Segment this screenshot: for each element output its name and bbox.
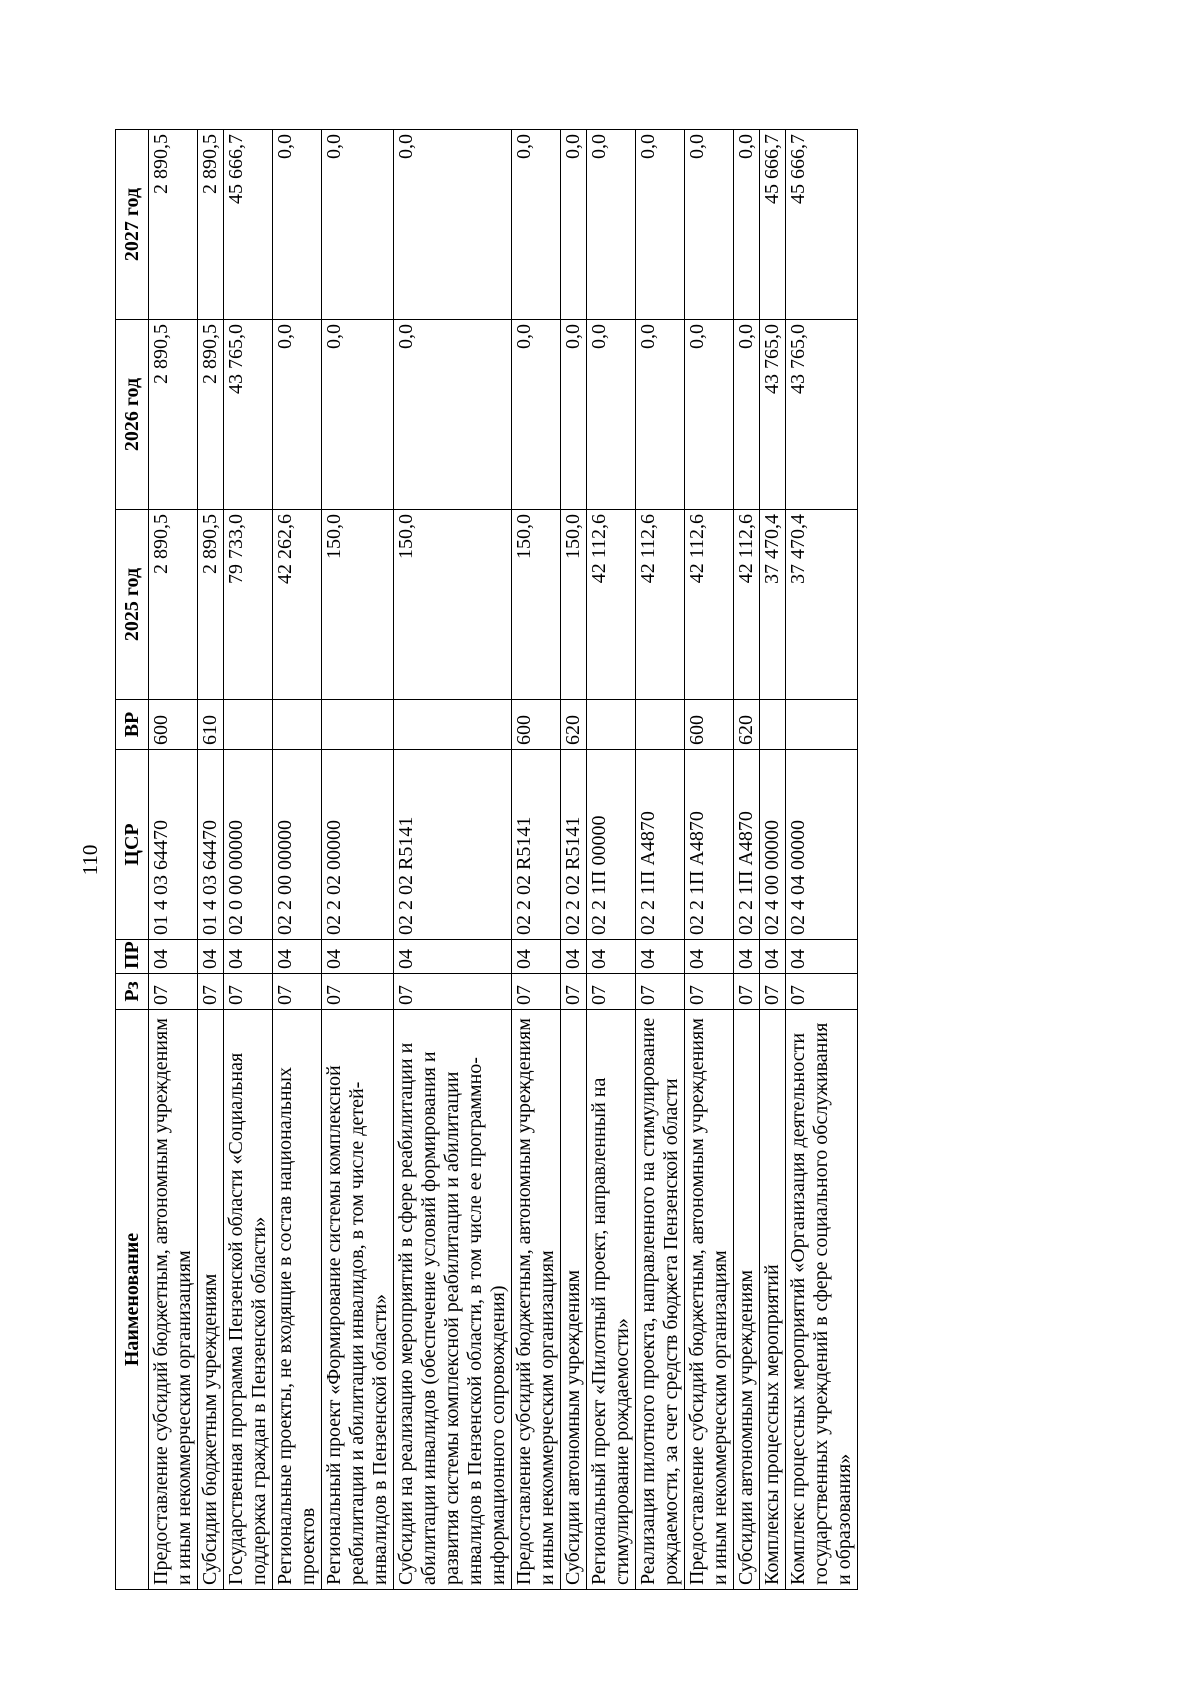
cell-2025: 37 470,4 (760, 510, 786, 700)
cell-2026: 0,0 (561, 320, 587, 510)
cell-2025: 42 262,6 (273, 510, 322, 700)
cell-2026: 2 890,5 (149, 320, 198, 510)
cell-csr: 01 4 03 64470 (198, 750, 224, 940)
cell-2027: 2 890,5 (149, 130, 198, 320)
cell-csr: 02 2 00 00000 (273, 750, 322, 940)
table-row (561, 130, 587, 1590)
cell-2027: 0,0 (734, 130, 760, 320)
cell-name: Комплексы процессных мероприятий (760, 1010, 786, 1590)
cell-2027: 2 890,5 (198, 130, 224, 320)
cell-name: Предоставление субсидий бюджетным, автономным учреждениям и иным некоммерческим организациям (685, 1010, 734, 1590)
cell-csr: 02 2 02 R5141 (512, 750, 561, 940)
cell-csr: 02 2 02 00000 (322, 750, 394, 940)
cell-name: Субсидии на реализацию мероприятий в сфере реабилитации и абилитации инвалидов (обеспечение условий формирования и развития системы комплексной реабилитации и абилитации инвалидов в Пензенской области, в том числе ее программно-информационного сопровождения) (394, 1010, 512, 1590)
cell-rz: 07 (561, 974, 587, 1010)
cell-2026: 0,0 (734, 320, 760, 510)
cell-csr: 01 4 03 64470 (149, 750, 198, 940)
table-row (734, 130, 760, 1590)
header-2026: 2026 год (116, 320, 149, 510)
cell-vr: 620 (734, 700, 760, 750)
cell-2026: 2 890,5 (198, 320, 224, 510)
cell-pr: 04 (636, 940, 685, 974)
cell-2026: 0,0 (587, 320, 636, 510)
cell-2025: 150,0 (394, 510, 512, 700)
cell-csr: 02 2 02 R5141 (561, 750, 587, 940)
table-row (224, 130, 273, 1590)
header-csr: ЦСР (116, 750, 149, 940)
cell-name: Региональные проекты, не входящие в состав национальных проектов (273, 1010, 322, 1590)
cell-2026: 0,0 (685, 320, 734, 510)
page-number: 110 (78, 844, 102, 876)
cell-pr: 04 (685, 940, 734, 974)
cell-name: Субсидии автономным учреждениям (734, 1010, 760, 1590)
cell-2027: 0,0 (273, 130, 322, 320)
table-row (149, 130, 198, 1590)
cell-name: Комплекс процессных мероприятий «Организация деятельности государственных учреждений в сфере социального обслуживания и образования» (786, 1010, 858, 1590)
cell-rz: 07 (198, 974, 224, 1010)
cell-name: Государственная программа Пензенской области «Социальная поддержка граждан в Пензенской области» (224, 1010, 273, 1590)
table-row (322, 130, 394, 1590)
cell-vr: 600 (685, 700, 734, 750)
cell-name: Реализация пилотного проекта, направленного на стимулирование рождаемости, за счет средств бюджета Пензенской области (636, 1010, 685, 1590)
table-row (512, 130, 561, 1590)
table-row (587, 130, 636, 1590)
cell-rz: 07 (394, 974, 512, 1010)
table-row (273, 130, 322, 1590)
cell-2025: 2 890,5 (149, 510, 198, 700)
cell-csr: 02 0 00 00000 (224, 750, 273, 940)
cell-vr: 600 (512, 700, 561, 750)
cell-csr: 02 4 04 00000 (786, 750, 858, 940)
cell-2025: 150,0 (322, 510, 394, 700)
table-row (198, 130, 224, 1590)
cell-vr (760, 700, 786, 750)
cell-pr: 04 (394, 940, 512, 974)
table-row (636, 130, 685, 1590)
cell-name: Предоставление субсидий бюджетным, автономным учреждениям и иным некоммерческим организациям (149, 1010, 198, 1590)
cell-2026: 0,0 (636, 320, 685, 510)
cell-2026: 0,0 (512, 320, 561, 510)
cell-name: Субсидии автономным учреждениям (561, 1010, 587, 1590)
cell-2027: 0,0 (394, 130, 512, 320)
cell-2027: 0,0 (512, 130, 561, 320)
cell-2026: 0,0 (322, 320, 394, 510)
cell-rz: 07 (512, 974, 561, 1010)
table-row (760, 130, 786, 1590)
cell-2027: 0,0 (685, 130, 734, 320)
table-row (685, 130, 734, 1590)
cell-2026: 43 765,0 (786, 320, 858, 510)
cell-pr: 04 (149, 940, 198, 974)
cell-csr: 02 2 1П А4870 (734, 750, 760, 940)
cell-name: Предоставление субсидий бюджетным, автономным учреждениям и иным некоммерческим организациям (512, 1010, 561, 1590)
cell-2026: 0,0 (394, 320, 512, 510)
cell-pr: 04 (273, 940, 322, 974)
cell-pr: 04 (198, 940, 224, 974)
cell-2025: 150,0 (512, 510, 561, 700)
cell-rz: 07 (734, 974, 760, 1010)
cell-2025: 150,0 (561, 510, 587, 700)
cell-vr (394, 700, 512, 750)
header-vr: ВР (116, 700, 149, 750)
cell-rz: 07 (149, 974, 198, 1010)
cell-name: Субсидии бюджетным учреждениям (198, 1010, 224, 1590)
cell-csr: 02 2 02 R5141 (394, 750, 512, 940)
cell-csr: 02 2 1П А4870 (636, 750, 685, 940)
cell-rz: 07 (322, 974, 394, 1010)
cell-vr (636, 700, 685, 750)
cell-pr: 04 (760, 940, 786, 974)
cell-rz: 07 (587, 974, 636, 1010)
cell-rz: 07 (786, 974, 858, 1010)
cell-vr: 610 (198, 700, 224, 750)
cell-2025: 42 112,6 (685, 510, 734, 700)
cell-pr: 04 (786, 940, 858, 974)
cell-vr (786, 700, 858, 750)
header-rz: Рз (116, 974, 149, 1010)
cell-2026: 43 765,0 (760, 320, 786, 510)
table-row (394, 130, 512, 1590)
cell-2027: 0,0 (322, 130, 394, 320)
cell-rz: 07 (273, 974, 322, 1010)
header-pr: ПР (116, 940, 149, 974)
cell-2025: 42 112,6 (734, 510, 760, 700)
cell-2026: 43 765,0 (224, 320, 273, 510)
cell-2027: 0,0 (636, 130, 685, 320)
table-row (786, 130, 858, 1590)
cell-vr (322, 700, 394, 750)
cell-csr: 02 2 1П А4870 (685, 750, 734, 940)
cell-name: Региональный проект «Пилотный проект, направленный на стимулирование рождаемости» (587, 1010, 636, 1590)
table-header-row (116, 130, 149, 1590)
cell-vr: 620 (561, 700, 587, 750)
cell-2025: 42 112,6 (587, 510, 636, 700)
cell-vr (273, 700, 322, 750)
cell-rz: 07 (685, 974, 734, 1010)
cell-2027: 45 666,7 (224, 130, 273, 320)
cell-2025: 42 112,6 (636, 510, 685, 700)
header-2025: 2025 год (116, 510, 149, 700)
cell-name: Региональный проект «Формирование системы комплексной реабилитации и абилитации инвалидов, в том числе детей-инвалидов в Пензенской области» (322, 1010, 394, 1590)
cell-2026: 0,0 (273, 320, 322, 510)
cell-pr: 04 (322, 940, 394, 974)
cell-2027: 0,0 (587, 130, 636, 320)
cell-rz: 07 (224, 974, 273, 1010)
cell-2025: 2 890,5 (198, 510, 224, 700)
cell-rz: 07 (636, 974, 685, 1010)
cell-pr: 04 (587, 940, 636, 974)
cell-2027: 0,0 (561, 130, 587, 320)
header-2027: 2027 год (116, 130, 149, 320)
cell-2025: 37 470,4 (786, 510, 858, 700)
cell-2027: 45 666,7 (760, 130, 786, 320)
cell-pr: 04 (512, 940, 561, 974)
cell-pr: 04 (734, 940, 760, 974)
cell-rz: 07 (760, 974, 786, 1010)
cell-csr: 02 2 1П 00000 (587, 750, 636, 940)
header-name: Наименование (116, 1010, 149, 1590)
cell-vr (587, 700, 636, 750)
budget-table (115, 129, 858, 1590)
cell-2027: 45 666,7 (786, 130, 858, 320)
cell-vr (224, 700, 273, 750)
rotated-table-container (115, 130, 1035, 1590)
cell-csr: 02 4 00 00000 (760, 750, 786, 940)
cell-vr: 600 (149, 700, 198, 750)
cell-pr: 04 (224, 940, 273, 974)
cell-pr: 04 (561, 940, 587, 974)
cell-2025: 79 733,0 (224, 510, 273, 700)
